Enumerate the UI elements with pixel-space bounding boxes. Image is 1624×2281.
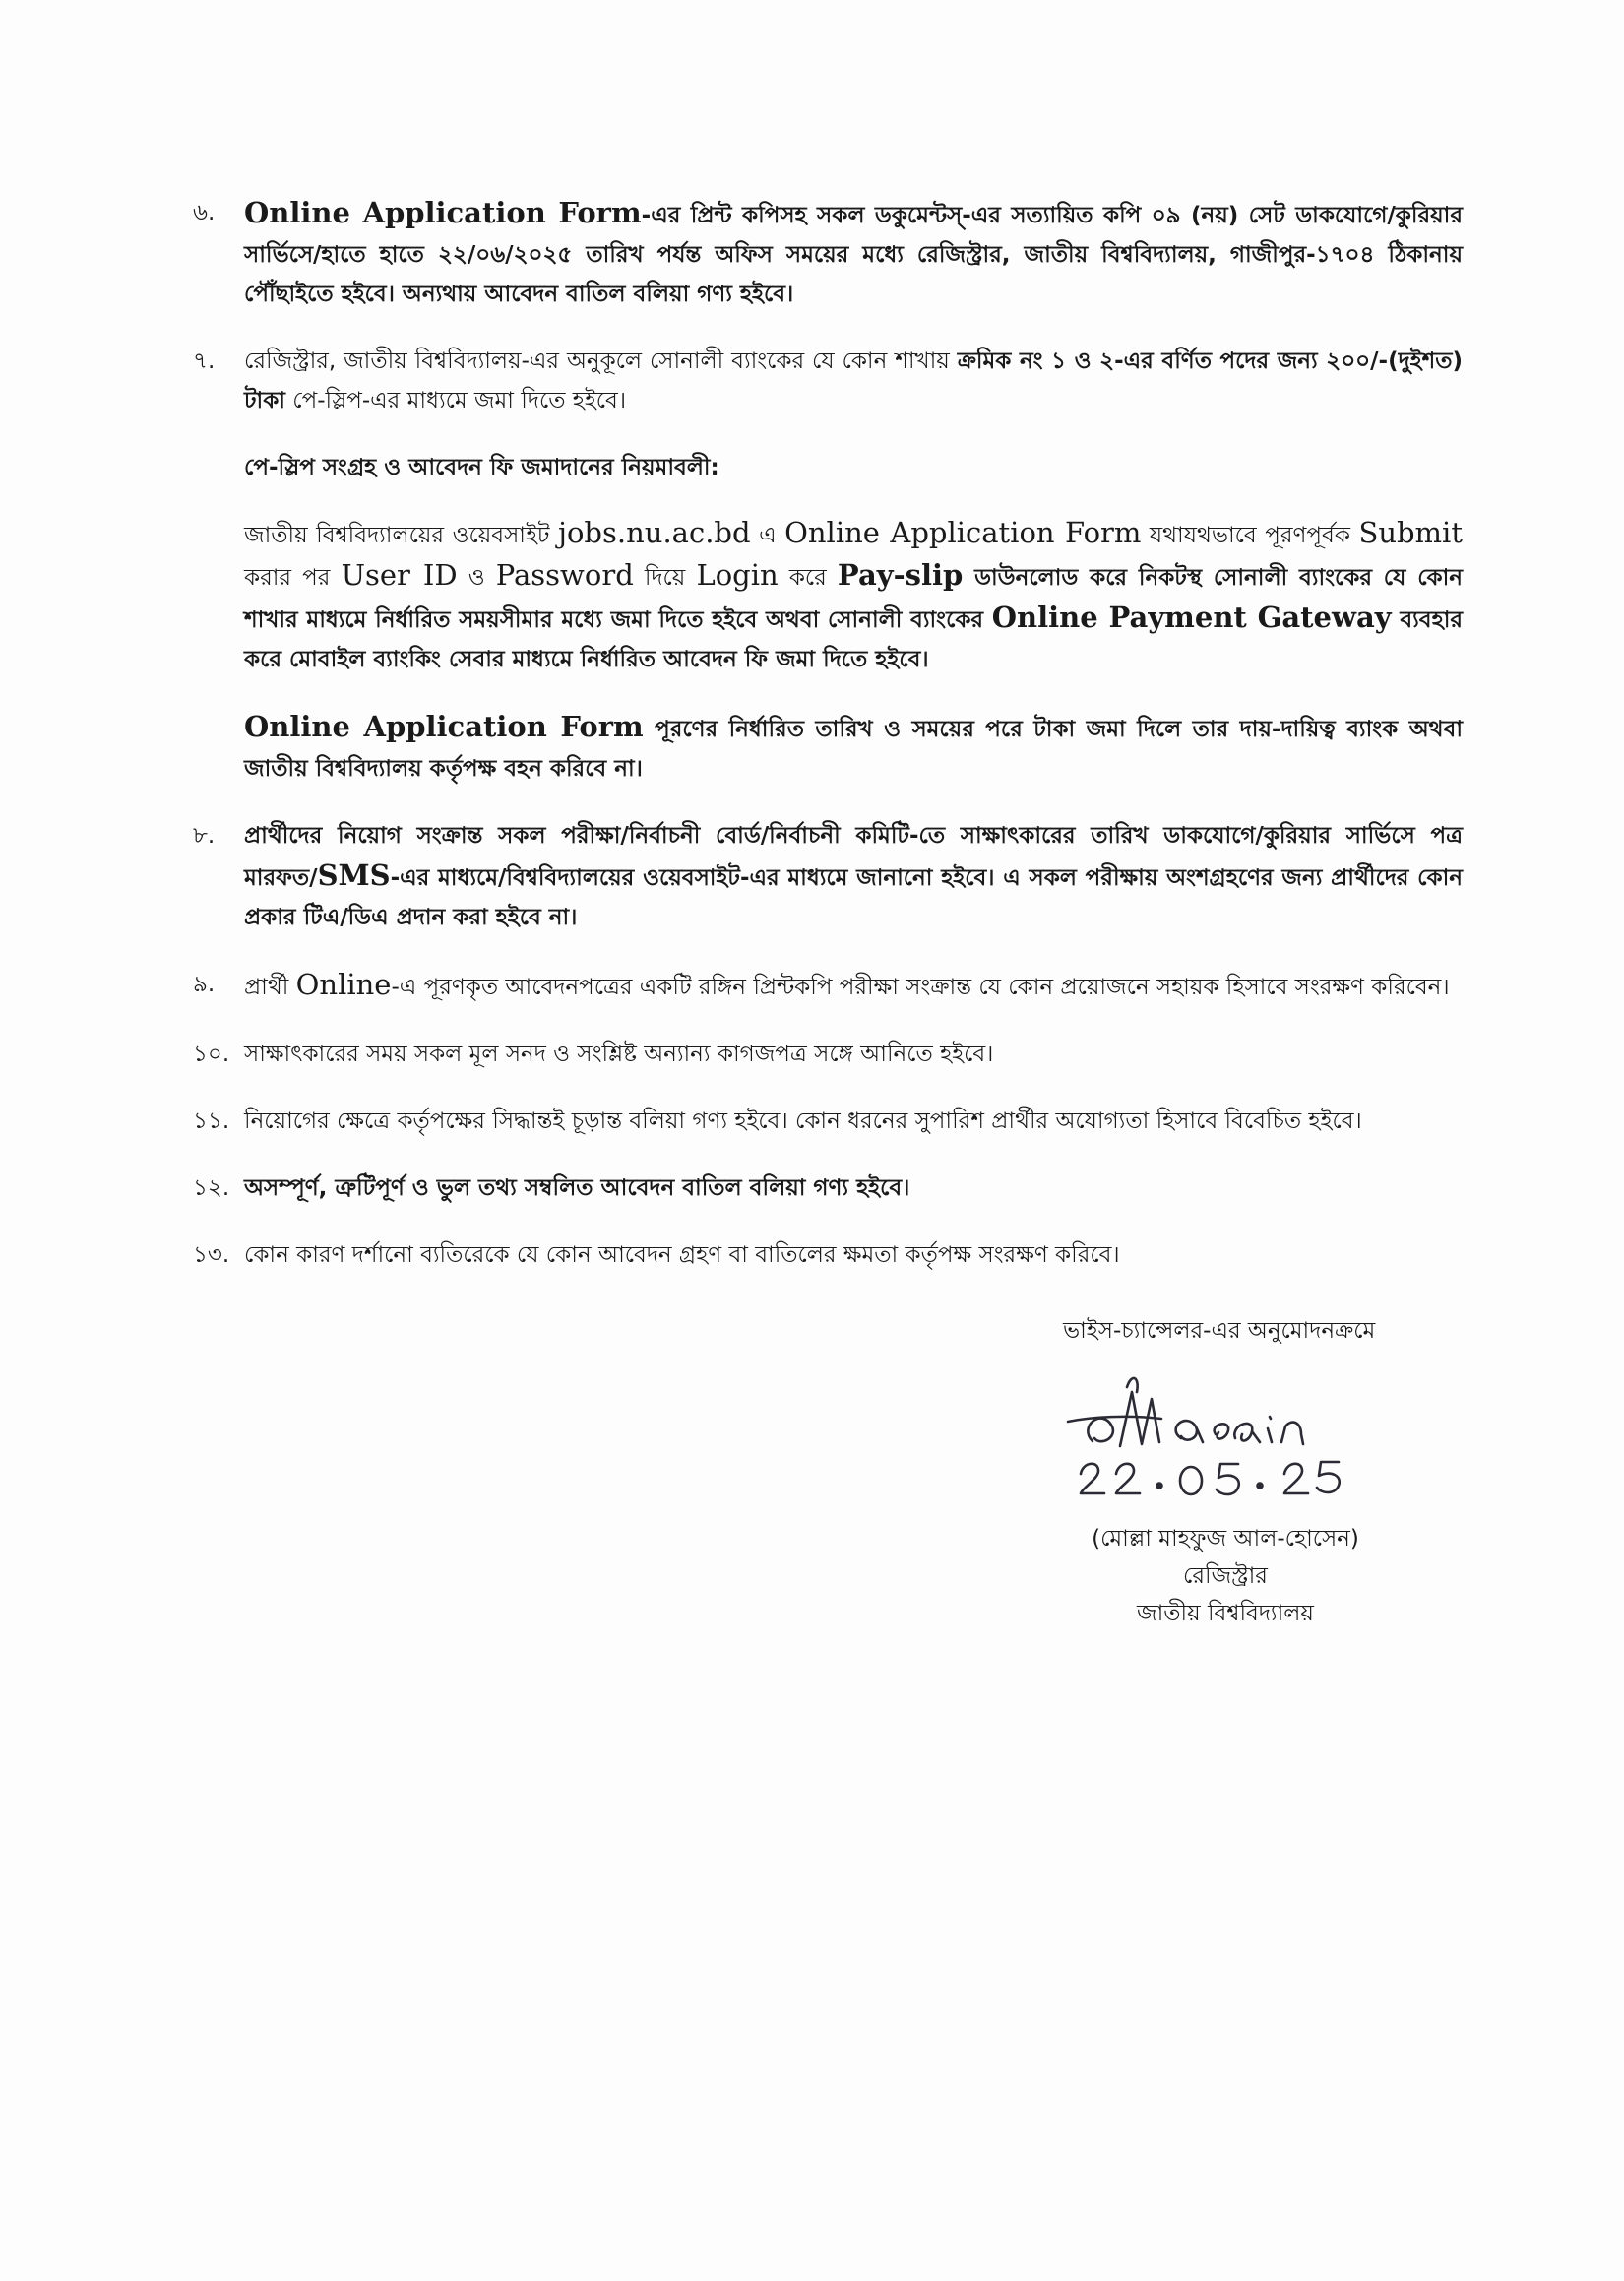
- english-term: Online Application Form: [784, 516, 1142, 549]
- text-run: রেজিস্ট্রার, জাতীয় বিশ্ববিদ্যালয়-এর অনুকূলে সোনালী ব্যাংকের যে কোন শাখায়: [244, 348, 958, 374]
- text-run: করার পর: [244, 565, 342, 591]
- signatory-institution: জাতীয় বিশ্ববিদ্যালয়: [1137, 1601, 1314, 1626]
- fee-rules-paragraph: [193, 513, 1463, 679]
- fee-liability-paragraph: [193, 707, 1463, 789]
- instruction-item: [193, 1102, 1463, 1141]
- signatory-title: রেজিস্ট্রার: [1183, 1563, 1268, 1589]
- instruction-item: [193, 965, 1463, 1007]
- english-term: jobs.nu.ac.bd: [557, 516, 751, 549]
- item-number: ৬.: [193, 200, 216, 225]
- english-term: Login: [696, 558, 779, 592]
- text-run: সাক্ষাৎকারের সময় সকল মূল সনদ ও সংশ্লিষ্ট অন্যান্য কাগজপত্র সঙ্গে আনিতে হইবে।: [244, 1042, 994, 1067]
- signatory-details: [984, 1520, 1437, 1632]
- text-run: নিয়োগের ক্ষেত্রে কর্তৃপক্ষের সিদ্ধান্তই চূড়ান্ত বলিয়া গণ্য হইবে। কোন ধরনের সুপারিশ প্রার্থীর অযোগ্যতা হিসাবে বিবেচিত হইবে।: [244, 1109, 1362, 1134]
- english-term: Online Payment Gateway: [991, 601, 1392, 634]
- text-run: প্রার্থীদের নিয়োগ সংক্রান্ত সকল পরীক্ষা/নির্বাচনী বোর্ড/নির্বাচনী কমিটি-তে সাক্ষাৎকারের তারিখ ডাকযোগে/কুরিয়ার সার্ভিসে পত্র মারফত/: [244, 823, 1463, 891]
- item-number: ৯.: [193, 972, 216, 997]
- text-run: -এ পূরণকৃত আবেদনপত্রের একটি রঙ্গিন প্রিন্টকপি পরীক্ষা সংক্রান্ত যে কোন প্রয়োজনে সহায়ক হিসাবে সংরক্ষণ করিবেন।: [391, 975, 1450, 1000]
- english-term: Online Application Form: [244, 196, 642, 229]
- instruction-list: [193, 193, 1463, 420]
- item-number: ৮.: [193, 823, 216, 849]
- instruction-item: [193, 1236, 1463, 1275]
- item-number: ১০.: [193, 1042, 230, 1067]
- english-term: Submit: [1358, 516, 1463, 549]
- item-number: ১২.: [193, 1175, 230, 1201]
- instruction-list-continued: [193, 816, 1463, 1275]
- text-run: -এর প্রিন্ট কপিসহ সকল ডকুমেন্টস্-এর সত্যায়িত কপি ০৯ (নয়) সেট ডাকযোগে/কুরিয়ার সার্ভিসে/হাতে হাতে ২২/০৬/২০২৫ তারিখ পর্যন্ত অফিস সময়ের মধ্যে রেজিস্ট্রার, জাতীয় বিশ্ববিদ্যালয়, গাজীপুর-১৭০৪ ঠিকানায় পৌঁছাইতে হইবে। অন্যথায় আবেদন বাতিল বলিয়া গণ্য হইবে।: [244, 203, 1463, 307]
- instruction-item: [193, 816, 1463, 937]
- instruction-item: [193, 193, 1463, 314]
- english-term: Online: [295, 968, 392, 1001]
- approval-caption: ভাইস-চ্যান্সেলর-এর অনুমোদনক্রমে: [1063, 1318, 1376, 1344]
- text-run: যথাযথভাবে পূরণপূর্বক: [1141, 523, 1359, 548]
- text-run: ডাউনলোড করে নিকটস্থ সোনালী ব্যাংকের যে কোন শাখার মাধ্যমে নির্ধারিত সময়সীমার মধ্যে জমা দিতে হইবে অথবা সোনালী ব্যাংকের: [244, 565, 1464, 633]
- text-run: করে: [778, 565, 838, 591]
- text-run: অসম্পূর্ণ, ত্রুটিপূর্ণ ও ভুল তথ্য সম্বলিত আবেদন বাতিল বলিয়া গণ্য হইবে।: [244, 1175, 910, 1201]
- english-term: Pay-slip: [837, 558, 964, 592]
- english-term: SMS: [317, 858, 391, 892]
- english-term: Password: [495, 558, 634, 592]
- english-term: User ID: [341, 558, 458, 592]
- signatory-name: (মোল্লা মাহফুজ আল-হোসেন): [1092, 1526, 1359, 1552]
- fee-rules-heading: পে-স্লিপ সংগ্রহ ও আবেদন ফি জমাদানের নিয়মাবলী:: [244, 455, 719, 480]
- text-run: ক্রমিক নং ১ ও ২-এর বর্ণিত পদের জন্য ২০০/-(দুইশত) টাকা: [244, 348, 1464, 413]
- notice-content: [193, 193, 1463, 1302]
- instruction-item: [193, 1169, 1463, 1208]
- instruction-item: [193, 1035, 1463, 1074]
- text-run: এ: [750, 523, 785, 548]
- instruction-item: [193, 342, 1463, 420]
- item-number: ১১.: [193, 1109, 230, 1134]
- text-run: ও: [457, 565, 496, 591]
- text-run: দিয়ে: [633, 565, 697, 591]
- text-run: -এর মাধ্যমে/বিশ্ববিদ্যালয়ের ওয়েবসাইট-এর মাধ্যমে জানানো হইবে। এ সকল পরীক্ষায় অংশগ্রহণের জন্য প্রার্থীদের কোন প্রকার টিএ/ডিএ প্রদান করা হইবে না।: [244, 865, 1463, 930]
- text-run: পূরণের নির্ধারিত তারিখ ও সময়ের পরে টাকা জমা দিলে তার দায়-দায়িত্ব ব্যাংক অথবা জাতীয় বিশ্ববিদ্যালয় কর্তৃপক্ষ বহন করিবে না।: [244, 717, 1463, 782]
- text-run: প্রার্থী: [244, 975, 296, 1000]
- text-run: জাতীয় বিশ্ববিদ্যালয়ের ওয়েবসাইট: [244, 523, 558, 548]
- text-run: পে-স্লিপ-এর মাধ্যমে জমা দিতে হইবে।: [284, 388, 627, 413]
- english-term: Online Application Form: [244, 710, 644, 743]
- text-run: ব্যবহার করে মোবাইল ব্যাংকিং সেবার মাধ্যমে নির্ধারিত আবেদন ফি জমা দিতে হইবে।: [244, 607, 1464, 672]
- handwritten-signature: [984, 1348, 1417, 1520]
- item-number: ১৩.: [193, 1242, 230, 1268]
- signature-drawing: [984, 1348, 1417, 1520]
- text-run: কোন কারণ দর্শানো ব্যতিরেকে যে কোন আবেদন গ্রহণ বা বাতিলের ক্ষমতা কর্তৃপক্ষ সংরক্ষণ করিবে।: [244, 1242, 1120, 1268]
- item-number: ৭.: [193, 348, 216, 374]
- signature-block: [984, 1314, 1437, 1632]
